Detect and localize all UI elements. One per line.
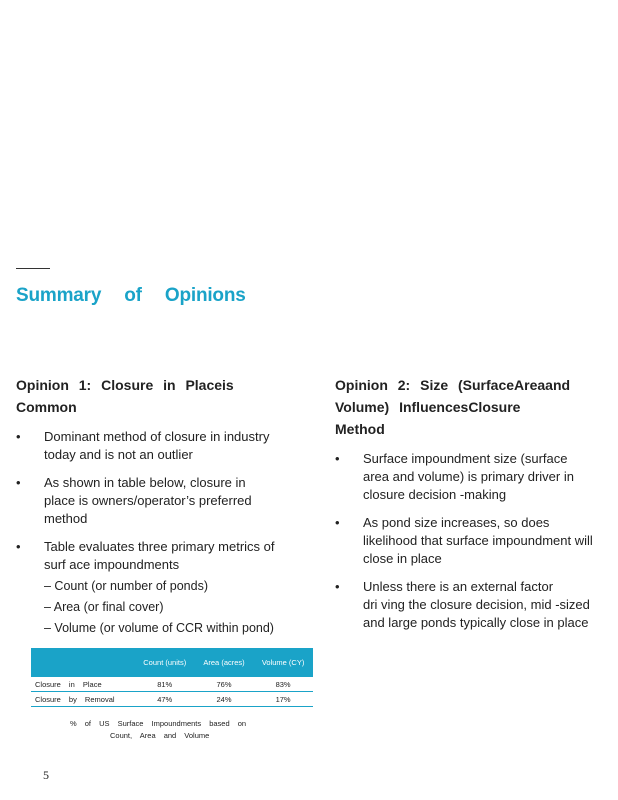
sub-item: – Count (or number of ponds) (44, 579, 208, 593)
bullet-line: • Unless there is an external factor (363, 579, 554, 594)
opinion-2-column (335, 374, 615, 642)
bullet-item (16, 538, 291, 574)
bullet-item (16, 428, 291, 464)
bullet-line: likelihood that surface impoundment will (363, 533, 593, 548)
bullet-line: dri ving the closure decision, mid -sized (363, 597, 590, 612)
page-title: Summary of Opinions (16, 285, 246, 306)
bullet-line: close in place (363, 551, 442, 566)
title-rule (16, 268, 50, 269)
heading-line: Volume) InfluencesClosure (335, 399, 521, 415)
table-cell: 17% (253, 692, 313, 707)
table-cell: 76% (195, 677, 253, 692)
table-header-cell: Count (units) (135, 648, 195, 677)
bullet-line: • Dominant method of closure in industry (44, 429, 270, 444)
heading-line: Common (16, 399, 77, 415)
heading-line: Opinion 1: Closure in Placeis (16, 377, 234, 393)
heading-line: Method (335, 421, 385, 437)
table-cell: Closure by Removal (31, 692, 135, 707)
table-row (31, 677, 313, 692)
table-row (31, 692, 313, 707)
table-header-cell: Area (acres) (195, 648, 253, 677)
bullet-line: area and volume) is primary driver in (363, 469, 574, 484)
table-cell: 47% (135, 692, 195, 707)
caption-line: % of US Surface Impoundments based on (70, 719, 247, 728)
bullet-line: closure decision -making (363, 487, 507, 502)
bullet-line: • As shown in table below, closure in (44, 475, 246, 490)
table-caption (70, 718, 300, 742)
table-header-row (31, 648, 313, 677)
table-cell: 24% (195, 692, 253, 707)
opinion-2-heading (335, 374, 615, 440)
bullet-line: today and is not an outlier (44, 447, 193, 462)
bullet-line: place is owners/operator’s preferred (44, 493, 252, 508)
bullet-item (335, 514, 615, 568)
table-cell: 81% (135, 677, 195, 692)
bullet-item (335, 578, 615, 632)
bullet-line: and large ponds typically close in place (363, 615, 589, 630)
opinion-1-heading (16, 374, 291, 418)
sub-item: – Area (or final cover) (44, 600, 164, 614)
caption-line: Count, Area and Volume (110, 731, 210, 740)
bullet-line: surf ace impoundments (44, 557, 180, 572)
bullet-line: • Table evaluates three primary metrics of (44, 539, 275, 554)
bullet-line: • As pond size increases, so does (363, 515, 550, 530)
bullet-line: method (44, 511, 88, 526)
closure-metrics-table (31, 648, 313, 707)
table-cell: Closure in Place (31, 677, 135, 692)
bullet-item (16, 474, 291, 528)
heading-line: Opinion 2: Size (SurfaceAreaand (335, 377, 571, 393)
page-number: 5 (43, 768, 49, 782)
table-cell: 83% (253, 677, 313, 692)
table-header-cell (31, 648, 135, 677)
sub-item: – Volume (or volume of CCR within pond) (44, 621, 274, 635)
bullet-item (335, 450, 615, 504)
table-header-cell: Volume (CY) (253, 648, 313, 677)
opinion-1-column (16, 374, 291, 639)
bullet-line: • Surface impoundment size (surface (363, 451, 568, 466)
